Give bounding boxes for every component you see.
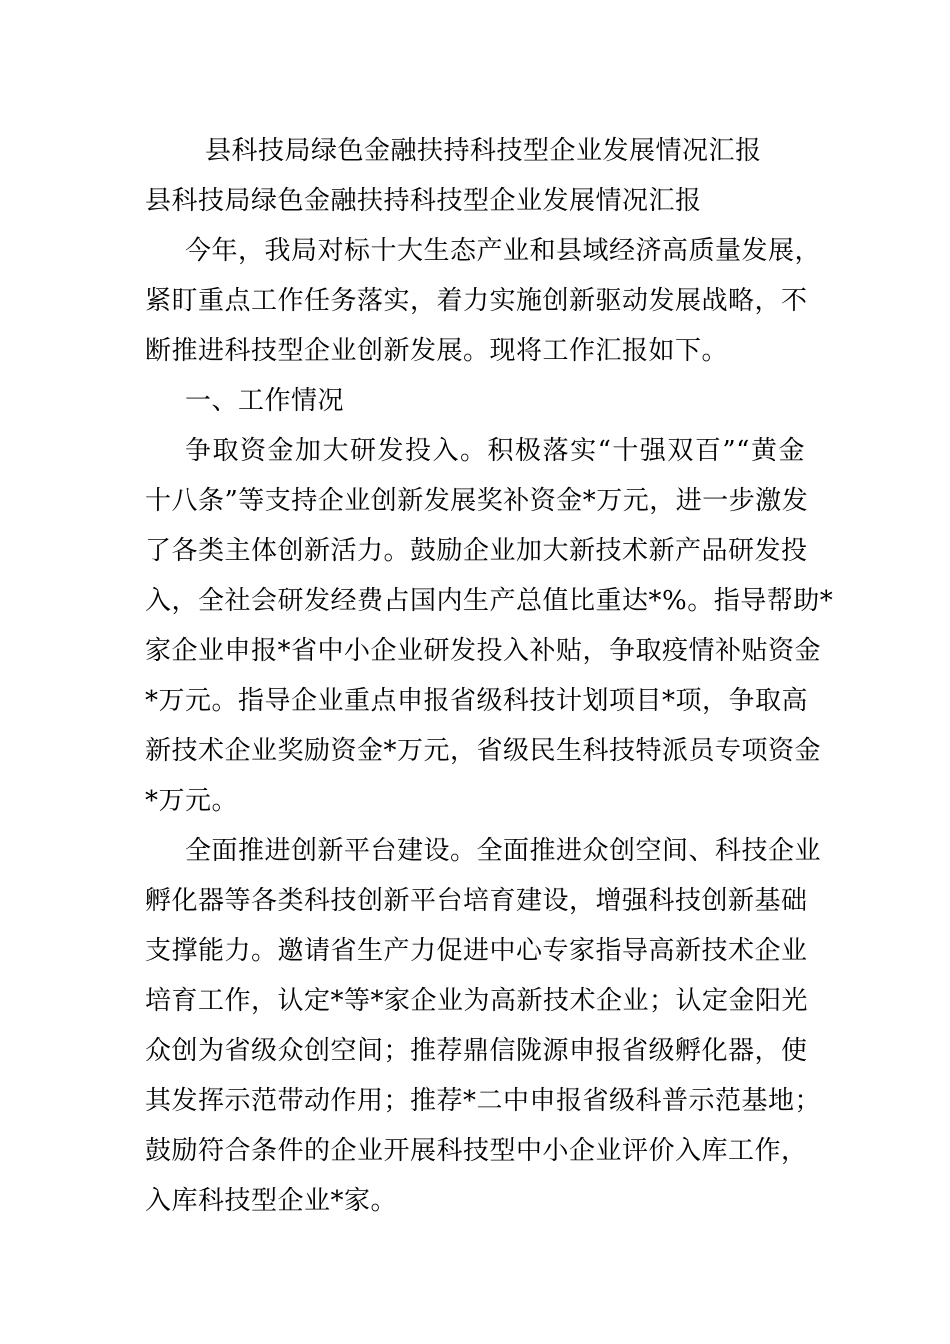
intro-line-3: 断推进科技型企业创新发展。现将工作汇报如下。: [145, 336, 729, 366]
paragraph-2-line-1: 全面推进创新平台建设。全面推进众创空间、科技企业: [185, 836, 822, 866]
paragraph-2-line-2: 孵化器等各类科技创新平台培育建设，增强科技创新基础: [145, 886, 808, 916]
paragraph-2-line-3: 支撑能力。邀请省生产力促进中心专家指导高新技术企业: [145, 936, 808, 966]
paragraph-2-line-4: 培育工作，认定*等*家企业为高新技术企业；认定金阳光: [145, 986, 809, 1016]
paragraph-2-line-7: 鼓励符合条件的企业开展科技型中小企业评价入库工作，: [145, 1136, 808, 1166]
paragraph-1-line-2: 十八条”等支持企业创新发展奖补资金*万元，进一步激发: [145, 486, 809, 516]
paragraph-1-line-5: 家企业申报*省中小企业研发投入补贴，争取疫情补贴资金: [145, 636, 822, 666]
paragraph-1-line-8: *万元。: [145, 786, 239, 816]
intro-line-2: 紧盯重点工作任务落实，着力实施创新驱动发展战略，不: [145, 286, 808, 316]
paragraph-2-line-6: 其发挥示范带动作用；推荐*二中申报省级科普示范基地；: [145, 1086, 822, 1116]
section-heading: 一、工作情况: [185, 386, 345, 416]
paragraph-1-line-6: *万元。指导企业重点申报省级科技计划项目*项，争取高: [145, 686, 809, 716]
paragraph-1-line-1: 争取资金加大研发投入。积极落实“十强双百”“黄金: [185, 436, 805, 466]
paragraph-1-line-3: 了各类主体创新活力。鼓励企业加大新技术新产品研发投: [145, 536, 808, 566]
document-title: 县科技局绿色金融扶持科技型企业发展情况汇报: [145, 186, 702, 216]
paragraph-2-line-5: 众创为省级众创空间；推荐鼎信陇源申报省级孵化器，使: [145, 1036, 808, 1066]
paragraph-1-line-7: 新技术企业奖励资金*万元，省级民生科技特派员专项资金: [145, 736, 822, 766]
paragraph-1-line-4: 入，全社会研发经费占国内生产总值比重达*%。指导帮助*: [145, 586, 834, 616]
document-title-centered: 县科技局绿色金融扶持科技型企业发展情况汇报: [205, 136, 762, 166]
paragraph-2-line-8: 入库科技型企业*家。: [145, 1186, 398, 1216]
intro-line-1: 今年，我局对标十大生态产业和县域经济高质量发展，: [185, 236, 822, 266]
